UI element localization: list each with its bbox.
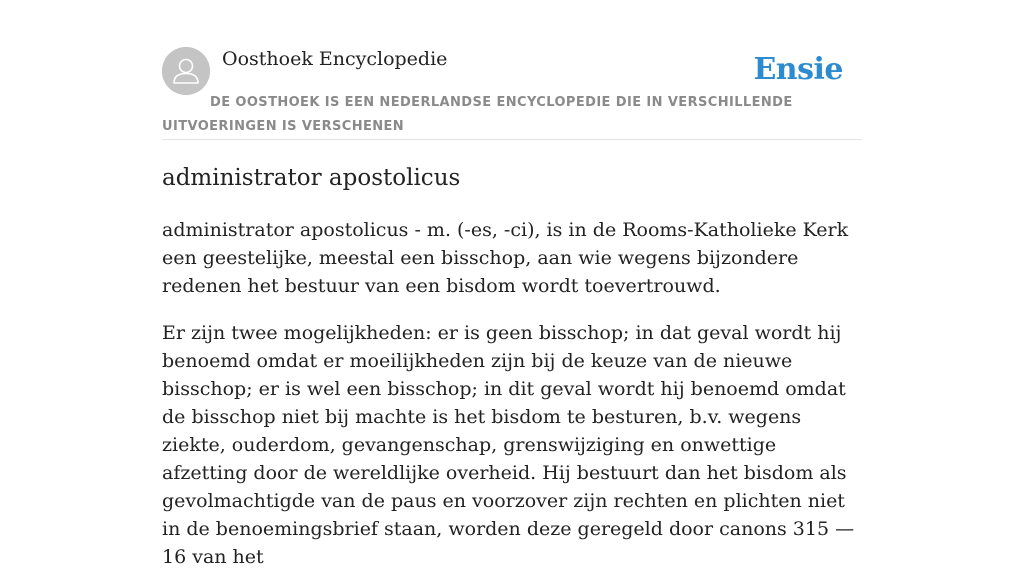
site-name[interactable]: Oosthoek Encyclopedie (222, 48, 448, 70)
article-paragraph: administrator apostolicus - m. (-es, -ci), is in de Rooms-Katholieke Kerk een geestelijke, meestal een bisschop, aan wie wegens bijzondere redenen het bestuur van een bisdom wordt toevertrouwd. (162, 219, 849, 297)
article (162, 160, 866, 571)
article-title: administrator apostolicus (162, 165, 461, 191)
brand-logo[interactable]: Ensie (753, 52, 843, 87)
user-avatar-icon[interactable] (162, 47, 210, 95)
site-tagline: DE OOSTHOEK IS EEN NEDERLANDSE ENCYCLOPEDIE DIE IN VERSCHILLENDE UITVOERINGEN IS VERSCHENEN (162, 95, 793, 134)
site-header (162, 47, 862, 140)
article-paragraph: Er zijn twee mogelijkheden: er is geen bisschop; in dat geval wordt hij benoemd omdat er moeilijkheden zijn bij de keuze van de nieuwe bisschop; er is wel een bisschop; in dit geval wordt hij benoemd omdat de bisschop niet bij machte is het bisdom te besturen, b.v. wegens ziekte, ouderdom, gevangenschap, grenswijziging en onwettige afzetting door de wereldlijke overheid. Hij bestuurt dan het bisdom als gevolmachtigde van de paus en voorzover zijn rechten en plichten niet in de benoemingsbrief staan, worden deze geregeld door canons 315 — 16 van het (162, 322, 855, 568)
